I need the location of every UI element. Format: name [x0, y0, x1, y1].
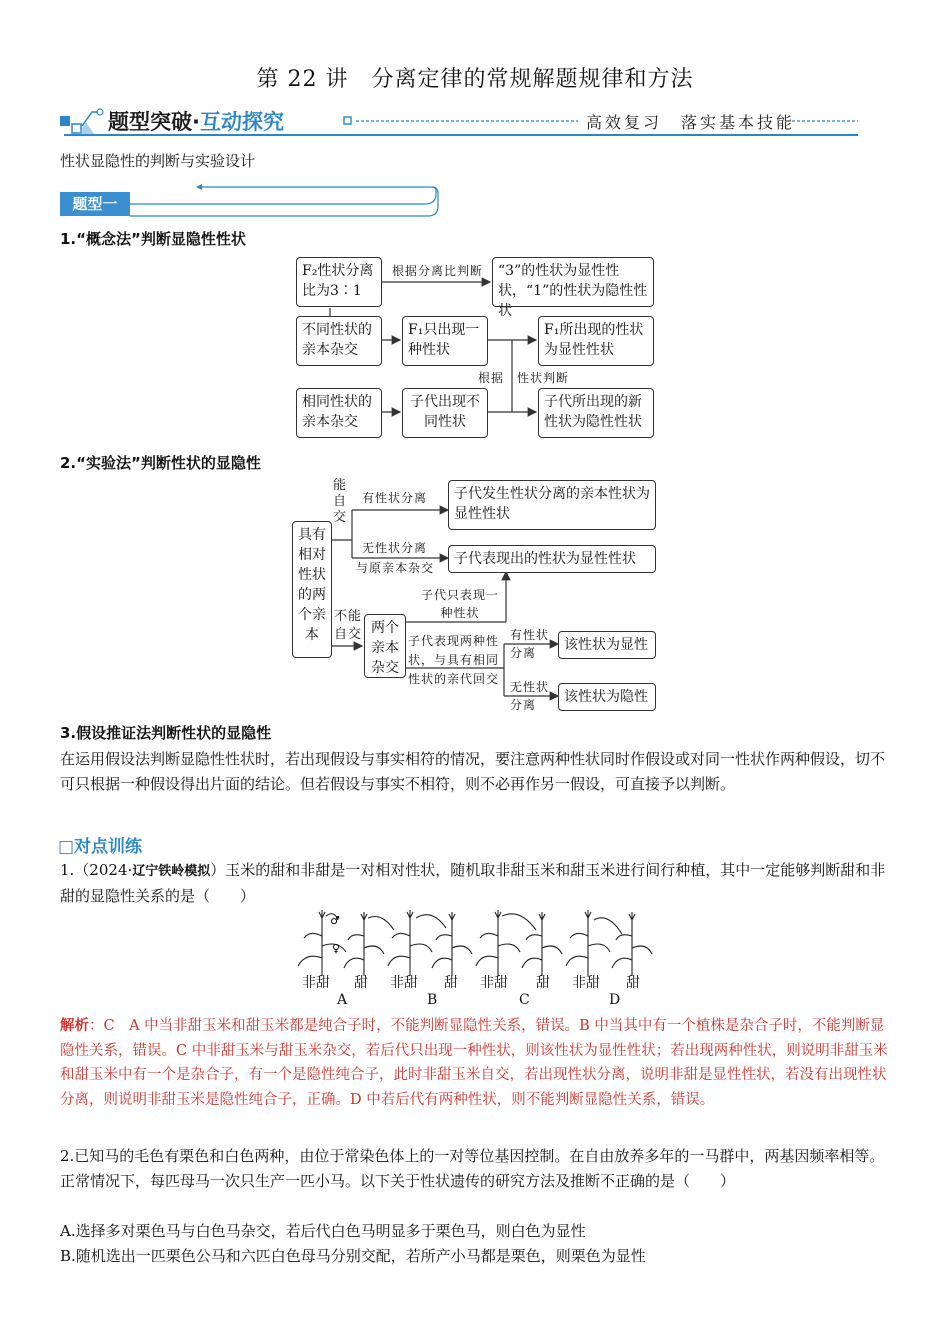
label-cross-original: 与原亲本杂交 [356, 561, 435, 575]
corn-plant-icon [612, 912, 652, 976]
option-label: A [337, 992, 348, 1008]
box-new-trait-recessive: 子代所出现的新性状为隐性性状 [538, 388, 654, 438]
pollination-arrow-icon [594, 918, 622, 934]
q1-number: 1.（2024· [60, 861, 133, 879]
label-one-trait: 子代只表现一种性状 [420, 588, 499, 620]
analysis-text: ：C A 中当非甜玉米和甜玉米都是纯合子时，不能判断显隐性关系，错误。B 中当其中有一个植株是杂合子时，不能判断显隐性关系，错误。C 中非甜玉米与甜玉米杂交，若后代只出现一种性状，则该性状为显性性状；若出现两种性状，则说明非甜玉米和甜玉米中有一个是杂合子，有一个是隐性纯合子，此时非甜玉米自交，若出现性状分离，说明非甜是显性性状，若没有出现性状分离，则说明非甜玉米是隐性纯合子，正确。D 中若后代有两种性状，则不能判断显隐性关系，错误。 [60, 1018, 888, 1108]
q1-source: 辽宁铁岭模拟 [132, 864, 211, 879]
option-label: C [519, 992, 530, 1008]
label-no-segregation: 无性状分离 [362, 541, 428, 555]
pollination-arrow-icon [368, 917, 394, 931]
question-2: 2.已知马的毛色有栗色和白色两种，由位于常染色体上的一对等位基因控制。在自由放养多年的一马群中，两基因频率相等。正常情况下，每匹母马一次只生产一匹小马。以下关于性状遗传的研究方法及推断不正确的是（ ） [60, 1147, 885, 1190]
plant-label: 甜 [536, 975, 550, 991]
female-symbol: ♀ [332, 942, 341, 955]
banner-blue-text: 互动探究 [199, 110, 284, 134]
plant-label: 非甜 [390, 975, 418, 991]
corn-plant-icon [566, 910, 610, 976]
p2-heading: 2.“实验法”判断性状的显隐性 [60, 454, 261, 472]
corn-plants-illustration [292, 908, 662, 980]
question-type-tag: 题型一 [60, 192, 130, 216]
label-by-ratio: 根据分离比判断 [392, 264, 484, 278]
label-cannot-self: 不能自交 [334, 609, 363, 642]
box-f1-result: F₁所出现的性状为显性性状 [538, 316, 654, 366]
option-label: D [609, 992, 621, 1008]
corn-plant-icon [388, 910, 432, 976]
corn-plant-icon [476, 910, 520, 976]
box-result-segregation: 子代发生性状分离的亲本性状为显性性状 [448, 480, 656, 530]
box-offspring-different: 子代出现不同性状 [402, 388, 488, 438]
banner-subtitle: 高效复习 落实基本技能 [586, 113, 796, 132]
analysis-label: 解析 [60, 1018, 89, 1034]
label-no-segregation-2: 无性状分离 [510, 680, 550, 712]
plant-label: 非甜 [302, 975, 330, 991]
page-title: 第 22 讲 分离定律的常规解题规律和方法 [256, 67, 694, 92]
box-parents-cross: 两个亲本杂交 [364, 614, 406, 678]
pollination-arrow-icon [416, 915, 446, 928]
option-label: B [427, 992, 438, 1008]
box-same-traits-cross: 相同性状的亲本杂交 [296, 388, 382, 438]
box-recessive: 该性状为隐性 [558, 683, 656, 711]
corn-plant-icon [432, 912, 472, 976]
plant-label: 非甜 [572, 975, 600, 991]
analysis-block [60, 1014, 890, 1112]
q1-text: 玉米的甜和非甜是一对相对性状，随机取非甜玉米和甜玉米进行间行种植，其中一定能够判断甜和非甜的显隐性关系的是（ ） [60, 861, 886, 905]
q2-option-b: B.随机选出一匹栗色公马和六匹白色母马分别交配，若所产小马都是栗色，则栗色为显性 [60, 1247, 646, 1265]
plant-label: 甜 [626, 975, 640, 991]
banner-dot: · [192, 110, 200, 134]
q2-option-a: A.选择多对栗色马与白色马杂交，若后代白色马明显多于栗色马，则白色为显性 [60, 1222, 586, 1240]
plant-label: 甜 [354, 975, 368, 991]
banner-left-text: 题型突破 [108, 110, 192, 134]
corn-plant-icon [344, 912, 384, 976]
label-judge-by-trait: 根据 性状判断 [478, 371, 570, 385]
p3-paragraph: 在运用假设法判断显隐性性状时，若出现假设与事实相符的情况，要注意两种性状同时作假设或对同一性状作两种假设，切不可只根据一种假设得出片面的结论。但若假设与事实不相符，则不必再作另一假设，可直接予以判断。 [60, 750, 886, 793]
box-dominant: 该性状为显性 [558, 631, 656, 659]
label-segregation-2: 有性状分离 [510, 628, 550, 660]
label-can-self: 能自交 [333, 478, 348, 525]
question-1 [60, 858, 890, 909]
drill-heading: □对点训练 [58, 837, 143, 857]
label-segregation: 有性状分离 [362, 491, 428, 505]
plant-label: 非甜 [480, 975, 508, 991]
male-symbol: ♂ [330, 914, 340, 927]
label-two-traits: 子代表现两种性状，与具有相同性状的亲代回交 [408, 634, 500, 686]
plant-label: 甜 [444, 975, 458, 991]
p3-heading: 3.假设推证法判断性状的显隐性 [60, 724, 272, 742]
box-ratio-result: “3”的性状为显性性状，“1”的性状为隐性性状 [492, 257, 654, 307]
p1-heading: 1.“概念法”判断显隐性性状 [60, 230, 246, 248]
box-f2-ratio: F₂性状分离比为3∶1 [296, 257, 382, 307]
q1-source-close: ） [210, 861, 226, 879]
section-title: 性状显隐性的判断与实验设计 [60, 152, 256, 170]
box-different-traits-cross: 不同性状的亲本杂交 [296, 316, 382, 366]
pollination-arrow-icon [502, 914, 536, 930]
box-f1-single-trait: F₁只出现一种性状 [402, 316, 488, 366]
banner-square-icon [60, 116, 70, 126]
box-result-show: 子代表现出的性状为显性性状 [448, 545, 656, 573]
box-two-parents: 具有相对性状的两个亲本 [292, 521, 332, 658]
banner-title [108, 106, 284, 136]
